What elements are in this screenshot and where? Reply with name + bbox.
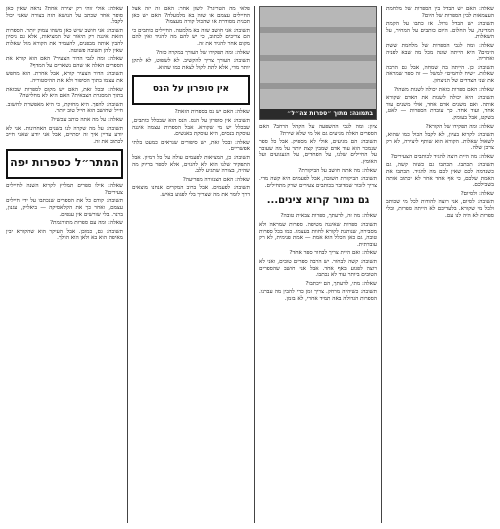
column-4-text [386, 6, 494, 41]
column-1-text [6, 6, 123, 145]
paragraph: תשובה: על מה שקרה לנו בשנים האחרונות. אני לא יודע עדיין איך זה יסתיים, אבל אני יודע שאני חייב לכתוב את זה. [6, 125, 123, 145]
column-3-text-continued [259, 213, 377, 302]
paragraph: שאלה: ואם היית צריך לבחור ספר אחד? [289, 250, 377, 257]
paragraph: שאלה: ומה עם ספרות מתורגמת? [50, 220, 123, 227]
paragraph: שאלה: מה אתה חושב על הביקורת? [298, 167, 377, 174]
column-rule [127, 6, 128, 523]
column-1 [6, 6, 123, 523]
paragraph: תשובה: כשיהיה מרחק. צריך זמן כדי להבין מה עברנו. הספרות הגדולה באה תמיד אחרי, לא בזמן. [259, 289, 377, 302]
paragraph: שאלה: מה היית רוצה להגיד לכותבים הצעירים? [390, 153, 494, 160]
column-4-text-continued [386, 43, 494, 219]
column-rule [254, 6, 255, 523]
paragraph: תשובה: כן. הייתה בה שמחה, אבל גם הרבה שאלות. ״שיח לוחמים״ למשל — זה ספר שמראה את שני הצדדים של הניצחון. [386, 64, 494, 84]
paragraph: תשובה: העורך צריך להקשיב. לא לשפוט, לא לתקן יותר מדי, אלא לתת לקול לצאת כמו שהוא. [132, 58, 250, 71]
paragraph: תשובה: אין סופרון על הנס. הנס הוא שבכלל כותבים, שבכלל יש מי שקורא. אבל הספרות עצמה איננה עוסקת בנסים, היא עוסקת באנשים. [132, 117, 250, 138]
column-1-text-continued [6, 183, 123, 242]
headline-literature: המתר״ל כספרות יפה [10, 156, 119, 170]
paragraph: שאלה: ומה לגבי הספרות של מלחמת ששת הימים? היא הייתה שונה מכל מה שבא לפניה ואחריה. [386, 42, 494, 63]
photo-caption: בתמונה: מתוך ״ספרות צה״ל״ [260, 109, 376, 119]
column-4 [386, 6, 494, 523]
column-3 [259, 6, 377, 523]
column-2 [132, 6, 250, 523]
headline-tigers: גם נמור קרוא צינים... [266, 195, 370, 207]
paragraph: שאלה: ומה לגבי הדור הצעיר? האם הוא קורא את הספרים האלה או שהם נשארים על המדף? [6, 56, 123, 69]
paragraph: תשובה: גם, כמובן. אבל העיקר הוא שהקורא יבין מאיפה הוא בא ולאן הוא הולך. [6, 228, 123, 242]
paragraph: תשובה: ספרות שאיננה מטיפה. ספרות שמראה ולא מסבירה, שנותנת לקורא לחוות בעצמו. כמו בכל ספרות טובה, גם כאן הכלל הוא אמת — אמת פנימית, לא רק עובדתית. [259, 221, 377, 248]
paragraph: תשובה: אני חושב שיש כאן משהו עמוק יותר. הספרות הזאת איננה רק תיאור של המציאות, אלא גם ניסיון להבין אותה מבפנים, להעמיד את הקורא מול שאלות שאין להן תשובה פשוטה. [6, 27, 123, 54]
paragraph: תשובה: אני חושב שזה בא מלמטה. החיילים כותבים כי הם צריכים לכתוב, כי יש להם מה להגיד ואין להם מקום אחר להגיד את זה. [132, 27, 250, 47]
paragraph: תשובה: כן, המציאות לפעמים עולה על כל דמיון. אבל התפקיד שלנו הוא לא להגזים, אלא לספר בדיוק מה שהיה, בצורה שתגיע ללב. [132, 154, 250, 175]
paragraph: שאלה: מתי, לדעתך, הם ייכתבו? [305, 280, 377, 287]
paragraph: תשובה: הביקורת חשובה, אבל לפעמים היא קשה מדי. צריך לזכור שמדובר בכותבים צעירים שרק מתחילים. [259, 176, 377, 189]
paragraph: תשובה: לקרוא בעיון, לא לקבל הכול כמו שהוא, לשאול שאלות. הקורא הוא שותף ליצירה, לא רק צרכן שלה. [386, 132, 494, 152]
paragraph: שאלה: ולסיום? [460, 190, 494, 197]
paragraph: תשובה: קשה לבחור. יש הרבה ספרים טובים, ואני לא רוצה לפגוע באף אחד. אבל אני חושב שהספרים הטובים ביותר עוד לא נכתבו. [259, 258, 377, 279]
headline-miracle: אין סופרון על הנס [152, 84, 230, 95]
paragraph: ציון: ומה לגבי ההשפעה על הקהל הרחב? האם הספרים האלה מגיעים גם אל מי שלא שירת? [259, 124, 377, 137]
paragraph: שאלה: על מה אתה כותב עכשיו? [50, 116, 123, 123]
paragraph: שאלה: אילו ספרים תמליץ לקרוא השנה לחיילים צעירים? [6, 183, 123, 196]
column-rule [381, 6, 382, 523]
paragraph: שאלה: ומה תפקידו של העורך במקרה כזה? [156, 49, 250, 56]
paragraph: שאלה: אולי זוהי רק יצירה אחת? נראה שאין כאן סופר אחד שכתב על הנושא הזה בצורה שאני יכול לקבל. [6, 6, 123, 26]
paragraph: תשובה: להפך. היא מחזקת, כי היא מאפשרת לחשוב. חייל שחושב הוא חייל טוב יותר. [6, 101, 123, 115]
paragraph: שאלה: ומה תפקידו של הקורא? [425, 123, 494, 130]
paragraph: תשובה: לפעמים. אבל ברוב המקרים אנחנו מוצאים דרך לומר את מה שצריך בלי לפגוע באיש. [132, 185, 250, 198]
paragraph: שאלה: האם יש נס בספרות הזאת? [174, 109, 250, 116]
paragraph: שאלה: ובכל זאת, האם יש מקום לספרות שכזאת בתוך המסגרת הצבאית? האם היא לא מחלישה? [6, 86, 123, 100]
paragraph: תשובה: לסיום, אני רוצה להודות לכל מי שכותב ולכל מי שקורא. בלעדיכם לא הייתה ספרות, ובלי ספרות לא היה לנו עם. [386, 199, 494, 219]
paragraph: תשובה: תכתבו. תכתבו גם כשזה קשה, גם כשנדמה לכם שאין לכם מה להגיד. תכתבו את האמת שלכם, כי אף אחד אחר לא יכתוב אותה בשבילכם. [386, 162, 494, 189]
column-3-text [259, 124, 377, 189]
headline-box-literature [6, 149, 123, 179]
photo-soldiers [259, 6, 377, 120]
paragraph: שאלה: האם יש הבדל בין הספרות של מלחמת העצמאות לבין הספרות של היום? [386, 6, 494, 19]
paragraph: שאלה: מה זה, לדעתך, ספרות צבאית טובה? [280, 213, 377, 220]
paragraph: שאלה: האם הצנזורה מפריעה? [182, 176, 250, 183]
column-2-text [132, 6, 250, 71]
paragraph: שאלה: האם ספרות כזאת יכולה לשנות משהו? [393, 86, 494, 93]
paragraph: תשובה: יש הבדל גדול. אז כתבו על הקמת המדינה, על החלום. היום כותבים על המחיר, על השאלות. [386, 21, 494, 41]
column-2-text-continued [132, 109, 250, 198]
headline-box-miracle [132, 75, 250, 105]
paragraph: תשובה: קודם כל את הספרים שנכתבו על ידי חיילים עצמם, ואחר כך את הקלאסיקה — ביאליק, עגנון, ברנר. בלי שורשים אין ענפים. [6, 198, 123, 218]
paragraph: פלאי מה הטריגר? לשון אחר: האם זה יזה אצל החיילים עצמם או שזה בא מלמעלה? האם יש כאן תכנית מסודרת או שהכול קורה מעצמו? [132, 6, 250, 26]
paragraph: תשובה: הם מגיעים, אולי לא מספיק. אבל כל ספר שנמכר הוא עוד אדם שמבין קצת יותר על מה שעובר על החיילים שלנו, על הפחדים, על הגעגועים ועל האומץ. [259, 139, 377, 165]
paragraph: תשובה: הדור הצעיר קורא, אבל אחרת. הוא מחפש את עצמו בתוך הסיפור ולא את ההיסטוריה. [6, 71, 123, 84]
paragraph: שאלה: ובכל זאת, יש סיפורים שנראים כמעט בלתי אפשריים. [132, 139, 250, 153]
paragraph: תשובה: היא יכולה לשנות את האדם שקורא אותה. ואם משנים אדם אחד, אולי משנים עוד אחד, ועוד אחד. כך עובדת הספרות — לאט, בשקט, אבל בעומק. [386, 95, 494, 121]
